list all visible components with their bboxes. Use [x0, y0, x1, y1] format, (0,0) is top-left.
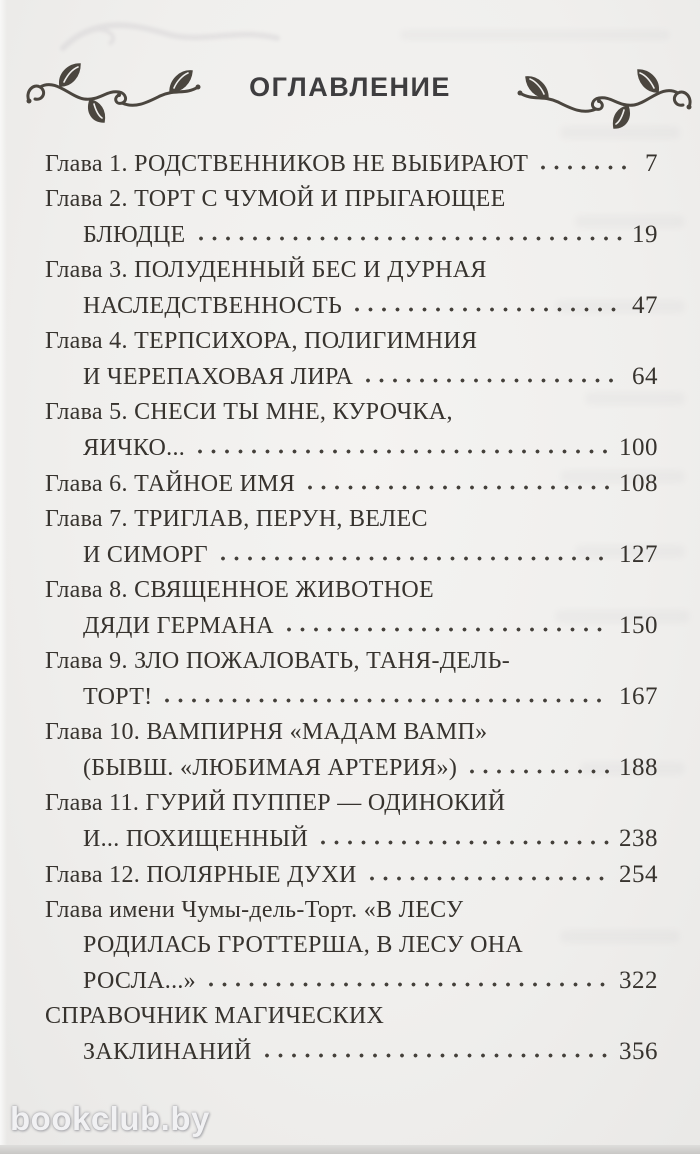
- toc-entry-text: И ЧЕРЕПАХОВАЯ ЛИРА: [83, 364, 354, 390]
- toc-line: [45, 217, 658, 253]
- pencil-ghost-mark: [55, 4, 285, 64]
- toc-entry: [45, 502, 658, 573]
- toc-entry-text: Глава 1. РОДСТВЕННИКОВ НЕ ВЫБИРАЮТ: [45, 151, 529, 177]
- toc-line: [45, 857, 658, 893]
- toc-entry: [45, 644, 658, 715]
- toc-entry-text: РОСЛА...»: [83, 968, 196, 994]
- toc-line: РОДИЛАСЬ ГРОТТЕРША, В ЛЕСУ ОНА: [83, 932, 524, 958]
- page-number: 7: [645, 150, 658, 177]
- toc-entry: [45, 999, 658, 1070]
- toc-entry: [45, 253, 658, 324]
- toc-line: СПРАВОЧНИК МАГИЧЕСКИХ: [45, 1003, 385, 1029]
- dot-leader: [317, 839, 609, 846]
- toc-line: [45, 146, 658, 182]
- dot-leader: [194, 448, 609, 455]
- toc-line: [45, 430, 658, 466]
- toc-entry-text: ДЯДИ ГЕРМАНА: [83, 613, 274, 639]
- toc-entry-text: И... ПОХИЩЕННЫЙ: [83, 826, 309, 852]
- toc-line: [45, 821, 658, 857]
- toc-line: Глава 2. ТОРТ С ЧУМОЙ И ПРЫГАЮЩЕЕ: [45, 186, 506, 212]
- toc-line: [45, 963, 658, 999]
- toc-entry-text: БЛЮДЦЕ: [83, 222, 186, 248]
- toc-line: [45, 359, 658, 395]
- vine-flourish-icon: [514, 62, 694, 134]
- page-number: 356: [619, 1038, 658, 1065]
- dot-leader: [466, 768, 609, 775]
- toc-entry-text: ЯИЧКО...: [83, 435, 186, 461]
- page-edge-left: [0, 0, 7, 1154]
- bleed-through-artifact: [400, 30, 670, 40]
- page-title: ОГЛАВЛЕНИЕ: [249, 72, 451, 102]
- page-number: 64: [632, 363, 658, 390]
- dot-leader: [351, 306, 622, 313]
- page-number: 238: [619, 825, 658, 852]
- toc-entry: [45, 146, 658, 182]
- toc-entry: [45, 715, 658, 786]
- toc-line: Глава 10. ВАМПИРНЯ «МАДАМ ВАМП»: [45, 719, 488, 745]
- page-number: 254: [619, 861, 658, 888]
- toc-entry: [45, 857, 658, 893]
- page-number: 150: [619, 612, 658, 639]
- toc-entry-text: (БЫВШ. «ЛЮБИМАЯ АРТЕРИЯ»): [83, 755, 458, 781]
- dot-leader: [283, 626, 609, 633]
- toc-entry-text: И СИМОРГ: [83, 542, 208, 568]
- toc-entry-text: ТОРТ!: [83, 684, 153, 710]
- dot-leader: [217, 555, 609, 562]
- dot-leader: [261, 1052, 609, 1059]
- toc-entry: [45, 893, 658, 999]
- page-number: 127: [619, 541, 658, 568]
- toc-line: Глава 5. СНЕСИ ТЫ МНЕ, КУРОЧКА,: [45, 399, 453, 425]
- page-number: 47: [632, 292, 658, 319]
- page-number: 19: [632, 221, 658, 248]
- page-number: 322: [619, 967, 658, 994]
- dot-leader: [362, 377, 622, 384]
- dot-leader: [205, 981, 609, 988]
- toc-line: Глава 4. ТЕРПСИХОРА, ПОЛИГИМНИЯ: [45, 328, 478, 354]
- table-of-contents: [45, 146, 658, 1070]
- toc-entry: [45, 324, 658, 395]
- toc-line: Глава 9. ЗЛО ПОЖАЛОВАТЬ, ТАНЯ-ДЕЛЬ-: [45, 648, 511, 674]
- toc-line: [45, 1034, 658, 1070]
- toc-line: [45, 466, 658, 502]
- page-number: 100: [619, 434, 658, 461]
- toc-line: [45, 288, 658, 324]
- toc-entry: [45, 573, 658, 644]
- toc-entry-text: Глава 12. ПОЛЯРНЫЕ ДУХИ: [45, 862, 357, 888]
- page-number: 188: [619, 754, 658, 781]
- toc-entry-text: НАСЛЕДСТВЕННОСТЬ: [83, 293, 343, 319]
- toc-entry: [45, 395, 658, 466]
- toc-line: Глава 7. ТРИГЛАВ, ПЕРУН, ВЕЛЕС: [45, 506, 428, 532]
- toc-entry: [45, 182, 658, 253]
- dot-leader: [537, 164, 635, 171]
- toc-line: [45, 679, 658, 715]
- dot-leader: [195, 235, 623, 242]
- toc-line: Глава 3. ПОЛУДЕННЫЙ БЕС И ДУРНАЯ: [45, 257, 487, 283]
- watermark: bookclub.by: [10, 1100, 210, 1137]
- dot-leader: [161, 697, 609, 704]
- toc-line: [45, 750, 658, 786]
- toc-entry-text: Глава 6. ТАЙНОЕ ИМЯ: [45, 471, 296, 497]
- toc-line: Глава 11. ГУРИЙ ПУППЕР — ОДИНОКИЙ: [45, 790, 506, 816]
- page-number: 108: [619, 470, 658, 497]
- page-number: 167: [619, 683, 658, 710]
- toc-entry: [45, 786, 658, 857]
- toc-line: [45, 608, 658, 644]
- toc-line: [45, 537, 658, 573]
- dot-leader: [366, 875, 609, 882]
- toc-entry-text: ЗАКЛИНАНИЙ: [83, 1039, 252, 1065]
- toc-line: Глава имени Чумы-дель-Торт. «В ЛЕСУ: [45, 897, 464, 923]
- toc-entry: [45, 466, 658, 502]
- page-edge-bottom: [0, 1145, 700, 1154]
- toc-line: Глава 8. СВЯЩЕННОЕ ЖИВОТНОЕ: [45, 577, 434, 603]
- dot-leader: [304, 484, 609, 491]
